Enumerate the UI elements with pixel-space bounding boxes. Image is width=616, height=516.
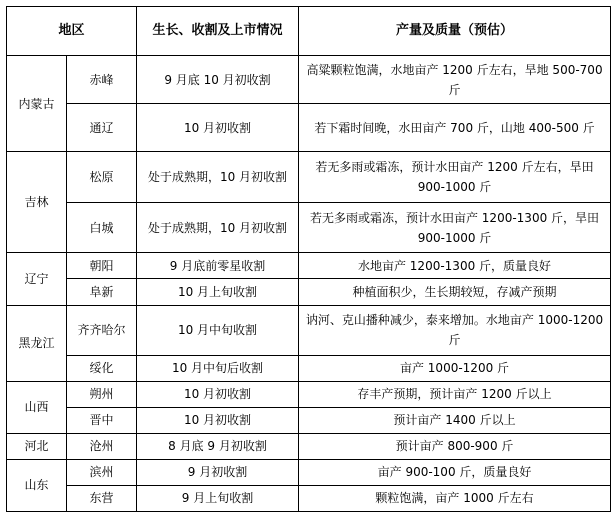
status-cell: 处于成熟期，10 月初收割 [137,203,299,253]
status-cell: 10 月初收割 [137,104,299,152]
region-cell: 黑龙江 [7,305,67,381]
table-row [7,407,611,433]
table-row [7,305,611,355]
place-cell: 东营 [67,485,137,511]
place-cell: 晋中 [67,407,137,433]
place-cell: 沧州 [67,433,137,459]
status-cell: 8 月底 9 月初收割 [137,433,299,459]
yield-cell: 水地亩产 1200-1300 斤，质量良好 [299,253,611,279]
table-row [7,381,611,407]
table-row [7,459,611,485]
status-cell: 9 月初收割 [137,459,299,485]
status-cell: 9 月底 10 月初收割 [137,56,299,104]
yield-cell: 若无多雨或霜冻，预计水田亩产 1200 斤左右，旱田 900-1000 斤 [299,152,611,203]
status-cell: 10 月中旬收割 [137,305,299,355]
status-cell: 9 月上旬收割 [137,485,299,511]
table-row [7,56,611,104]
table-row [7,485,611,511]
place-cell: 朔州 [67,381,137,407]
region-cell: 山东 [7,459,67,511]
status-cell: 10 月初收割 [137,381,299,407]
status-cell: 10 月上旬收割 [137,279,299,305]
place-cell: 朝阳 [67,253,137,279]
yield-cell: 若下霜时间晚，水田亩产 700 斤，山地 400-500 斤 [299,104,611,152]
place-cell: 白城 [67,203,137,253]
region-cell: 吉林 [7,152,67,253]
yield-cell: 预计亩产 1400 斤以上 [299,407,611,433]
header-row [7,7,611,56]
table-row [7,203,611,253]
header-region: 地区 [7,7,137,56]
status-cell: 10 月中旬后收割 [137,355,299,381]
status-cell: 10 月初收割 [137,407,299,433]
region-cell: 辽宁 [7,253,67,305]
region-cell: 河北 [7,433,67,459]
table-row [7,253,611,279]
table-row [7,104,611,152]
table-row [7,279,611,305]
place-cell: 阜新 [67,279,137,305]
table-row [7,152,611,203]
yield-cell: 高粱颗粒饱满，水地亩产 1200 斤左右，旱地 500-700 斤 [299,56,611,104]
yield-cell: 亩产 900-100 斤，质量良好 [299,459,611,485]
yield-cell: 预计亩产 800-900 斤 [299,433,611,459]
table-row [7,433,611,459]
place-cell: 赤峰 [67,56,137,104]
place-cell: 松原 [67,152,137,203]
region-cell: 山西 [7,381,67,433]
place-cell: 通辽 [67,104,137,152]
status-cell: 处于成熟期，10 月初收割 [137,152,299,203]
harvest-table [6,6,611,512]
place-cell: 齐齐哈尔 [67,305,137,355]
yield-cell: 讷河、克山播种减少，泰来增加。水地亩产 1000-1200 斤 [299,305,611,355]
header-status: 生长、收割及上市情况 [137,7,299,56]
yield-cell: 亩产 1000-1200 斤 [299,355,611,381]
place-cell: 滨州 [67,459,137,485]
yield-cell: 种植面积少，生长期较短，存减产预期 [299,279,611,305]
yield-cell: 若无多雨或霜冻，预计水田亩产 1200-1300 斤，旱田 900-1000 斤 [299,203,611,253]
place-cell: 绥化 [67,355,137,381]
region-cell: 内蒙古 [7,56,67,152]
status-cell: 9 月底前零星收割 [137,253,299,279]
header-yield: 产量及质量（预估） [299,7,611,56]
yield-cell: 颗粒饱满，亩产 1000 斤左右 [299,485,611,511]
yield-cell: 存丰产预期，预计亩产 1200 斤以上 [299,381,611,407]
table-row [7,355,611,381]
